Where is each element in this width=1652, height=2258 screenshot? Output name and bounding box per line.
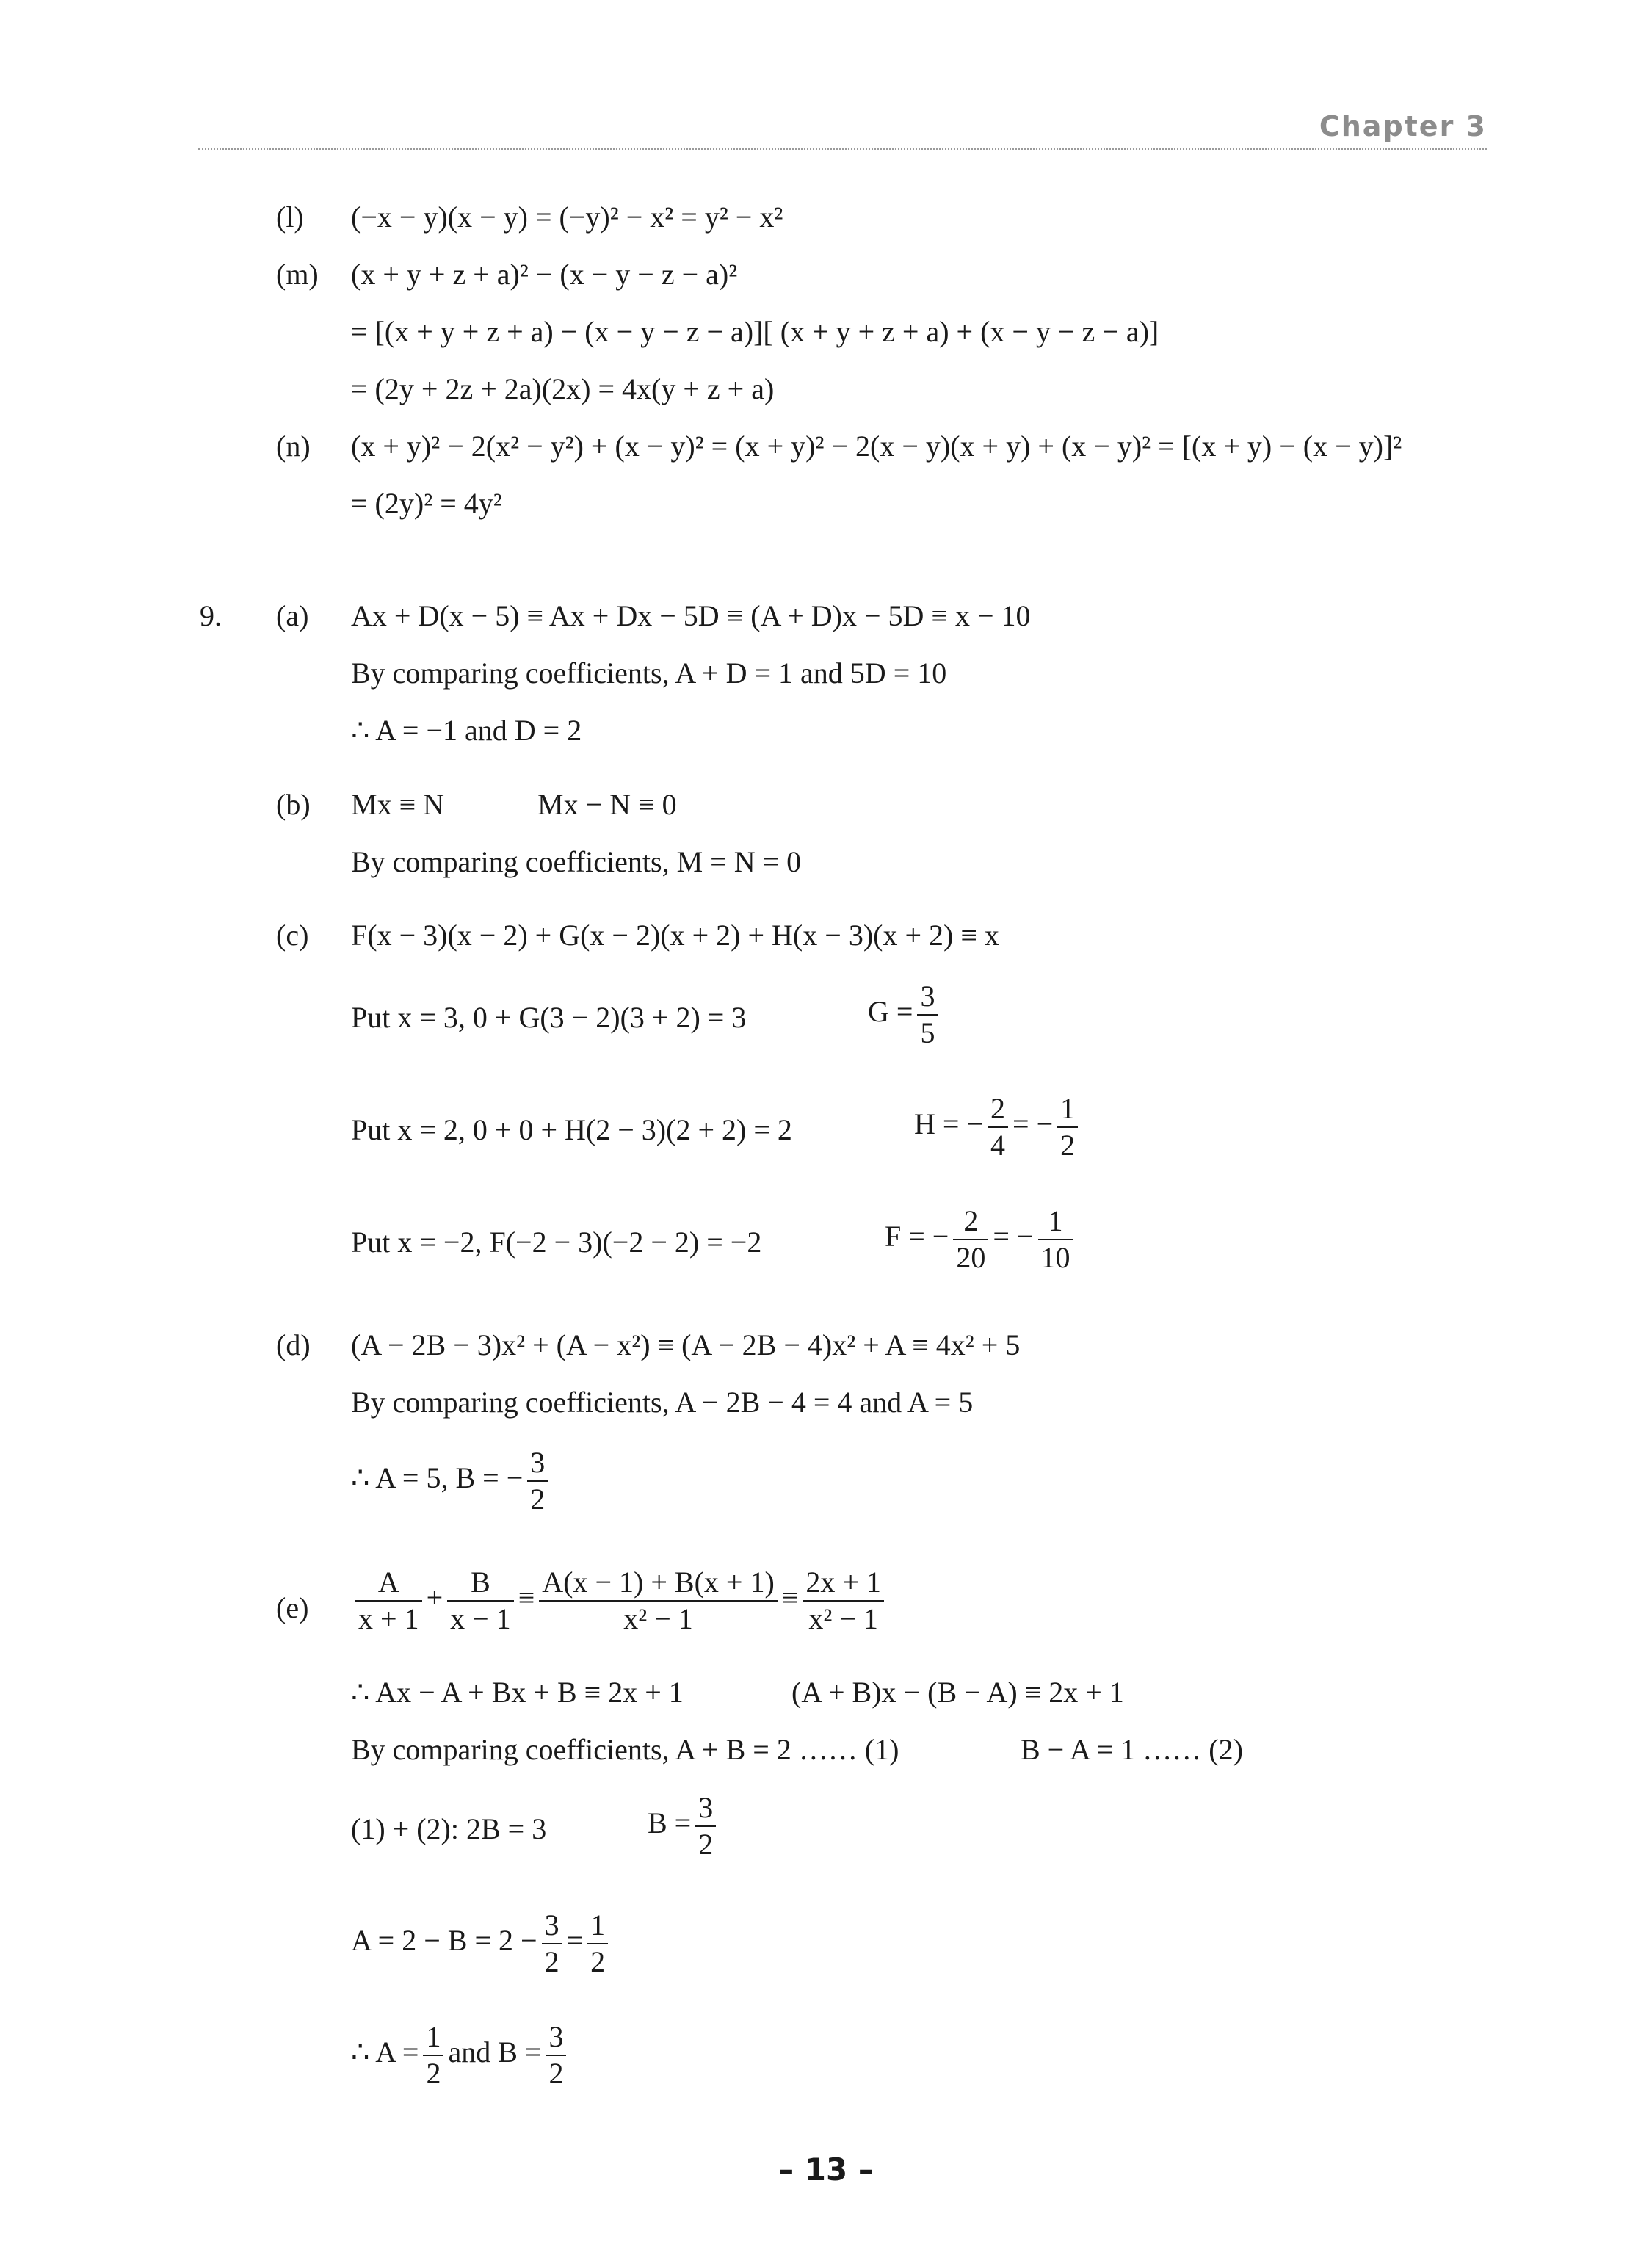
chapter-header: Chapter 3	[1319, 110, 1487, 142]
part-9c-label: (c)	[276, 919, 309, 952]
part-9d-label: (d)	[276, 1328, 311, 1361]
part-9b-line-2: By comparing coefficients, M = N = 0	[351, 845, 802, 878]
part-n-line-1: (x + y)² − 2(x² − y²) + (x − y)² = (x + y)² − 2(x − y)(x + y) + (x − y)² = [(x + y) − (x − y)]²	[351, 430, 1402, 463]
part-m-line-1: (x + y + z + a)² − (x − y − z − a)²	[351, 258, 738, 291]
part-9d-line-1: (A − 2B − 3)x² + (A − x²) ≡ (A − 2B − 4)x² + A ≡ 4x² + 5	[351, 1328, 1021, 1361]
part-9c-put-2: Put x = 2, 0 + 0 + H(2 − 3)(2 + 2) = 2	[351, 1113, 792, 1146]
part-l-line-1: (−x − y)(x − y) = (−y)² − x² = y² − x²	[351, 200, 783, 234]
part-9e-line-6: ∴ A = $\frac{1}{2}$ and B = $\frac{3}{2}$	[351, 2019, 570, 2091]
part-9e-line-2b: (A + B)x − (B − A) ≡ 2x + 1	[791, 1676, 1124, 1709]
part-9b-line-1a: Mx ≡ N	[351, 788, 445, 821]
part-9a-label: (a)	[276, 599, 309, 632]
part-9e-line-4b: B = $\frac{3}{2}$	[648, 1790, 720, 1862]
part-n-label: (n)	[276, 430, 311, 463]
part-9c-line-1: F(x − 3)(x − 2) + G(x − 2)(x + 2) + H(x − 3)(x + 2) ≡ x	[351, 919, 999, 952]
part-9c-put-3: Put x = −2, F(−2 − 3)(−2 − 2) = −2	[351, 1226, 762, 1259]
part-m-label: (m)	[276, 258, 319, 291]
part-9e-label: (e)	[276, 1591, 309, 1624]
part-9e-line-1: $\frac{A}{x + 1}$ + $\frac{B}{x - 1}$ ≡ $\frac{A(x - 1) + B(x + 1)}{\text{x² − 1}}$ ≡ $\frac{2x + 1}{\text{x² − 1}}$	[351, 1565, 888, 1637]
part-9d-result: ∴ A = 5, B = − $\frac{3}{2}$	[351, 1445, 552, 1517]
part-9c-result-1: G = $\frac{3}{5}$	[868, 979, 942, 1051]
part-n-line-2: = (2y)² = 4y²	[351, 487, 502, 520]
part-9c-result-2: H = − $\frac{2}{4}$ = − $\frac{1}{2}$	[914, 1091, 1082, 1163]
part-9d-line-2: By comparing coefficients, A − 2B − 4 = 4 and A = 5	[351, 1386, 974, 1419]
part-9b-line-1b: Mx − N ≡ 0	[537, 788, 677, 821]
part-9e-line-3a: By comparing coefficients, A + B = 2 …… (1)	[351, 1733, 899, 1766]
part-l-label: (l)	[276, 200, 304, 234]
part-9e-line-4a: (1) + (2): 2B = 3	[351, 1812, 547, 1845]
page-number: – 13 –	[778, 2152, 874, 2188]
question-9-number: 9.	[200, 599, 222, 632]
part-m-line-3: = (2y + 2z + 2a)(2x) = 4x(y + z + a)	[351, 372, 775, 405]
part-9e-line-2a: ∴ Ax − A + Bx + B ≡ 2x + 1	[351, 1676, 684, 1709]
part-9a-line-3: ∴ A = −1 and D = 2	[351, 714, 582, 747]
part-9a-line-2: By comparing coefficients, A + D = 1 and 5D = 10	[351, 656, 947, 690]
header-rule	[198, 148, 1487, 150]
part-9b-label: (b)	[276, 788, 311, 821]
part-9e-line-5: A = 2 − B = 2 − $\frac{3}{2}$ = $\frac{1}{2}$	[351, 1908, 612, 1980]
part-9e-line-3b: B − A = 1 …… (2)	[1021, 1733, 1243, 1766]
part-9c-put-1: Put x = 3, 0 + G(3 − 2)(3 + 2) = 3	[351, 1001, 747, 1034]
part-m-line-2: = [(x + y + z + a) − (x − y − z − a)][ (x + y + z + a) + (x − y − z − a)]	[351, 315, 1159, 348]
part-9c-result-3: F = − $\frac{2}{20}$ = − $\frac{1}{10}$	[885, 1204, 1078, 1275]
part-9a-line-1: Ax + D(x − 5) ≡ Ax + Dx − 5D ≡ (A + D)x − 5D ≡ x − 10	[351, 599, 1031, 632]
